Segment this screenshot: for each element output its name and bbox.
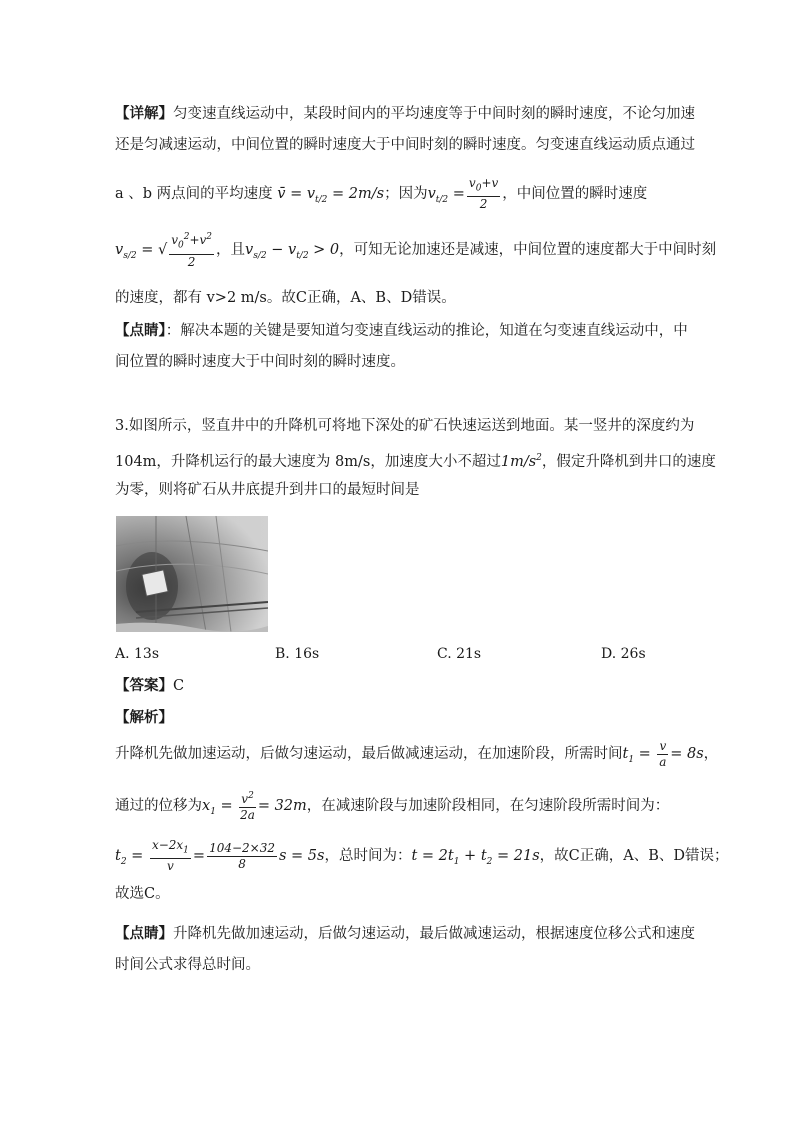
analysis-line-1: 升降机先做加速运动，后做匀速运动，最后做减速运动，在加速阶段，所需时间$t_1$ = $\frac{v}{a}$ = 8s， bbox=[115, 738, 719, 769]
mine-shaft-image bbox=[116, 516, 268, 632]
tip2-tag: 【点睛】 bbox=[115, 925, 173, 942]
option-a: A. 13s bbox=[115, 646, 160, 662]
option-c: C. 21s bbox=[437, 646, 482, 662]
detail-line-2: 还是匀减速运动，中间位置的瞬时速度大于中间时刻的瞬时速度。匀变速直线运动质点通过 bbox=[115, 137, 695, 153]
formula-total-time: $t = 2t_1 + t_2 = 21s$ bbox=[411, 848, 540, 867]
detail-line-3: a 、b 两点间的平均速度 v̄ = $v_{t/2} = 2m/s$；因为$v_{t/2}$ = $\frac{v_0+v}{2}$ ，中间位置的瞬时速度 bbox=[115, 176, 648, 212]
analysis-tag-line bbox=[115, 708, 685, 728]
detail-line-4: $v_{s/2}$ = √ $\frac{v_0^2+v^2}{2}$ ，且$v_{s/2} - v_{t/2} > 0$，可知无论加速还是减速，中间位置的速度都大于中间时刻 bbox=[115, 232, 717, 269]
mine-shaft-photo bbox=[116, 516, 268, 632]
question-line-2: 104m，升降机运行的最大速度为 8m/s，加速度大小不超过$1m/s^2$，假定升降机到井口的速度 bbox=[115, 453, 716, 470]
question-line-1: 3.如图所示，竖直井中的升降机可将地下深处的矿石快速运送到地面。某一竖井的深度约为 bbox=[115, 418, 695, 434]
analysis-line-2: 通过的位移为$x_1$ = $\frac{v^2}{2a}$ = 32m，在减速阶段与加速阶段相同，在匀速阶段所需时间为： bbox=[115, 791, 670, 822]
detail-tag: 【详解】 bbox=[115, 105, 173, 122]
formula-acceleration-limit: $1m/s^2$ bbox=[500, 453, 542, 470]
tip2-line-2: 时间公式求得总时间。 bbox=[115, 957, 260, 973]
answer-value: C bbox=[173, 678, 185, 694]
option-d: D. 26s bbox=[601, 646, 646, 662]
analysis-tag: 【解析】 bbox=[115, 709, 173, 726]
detail-line-5: 的速度，都有 v>2 m/s。故C正确，A、B、D错误。 bbox=[115, 290, 456, 306]
detail-line-1: 【详解】匀变速直线运动中，某段时间内的平均速度等于中间时刻的瞬时速度，不论匀加速 bbox=[115, 105, 695, 122]
answer-tag: 【答案】 bbox=[115, 677, 173, 694]
formula-x1: $x_1$ = bbox=[202, 798, 238, 817]
tip1-tag: 【点睛】 bbox=[115, 322, 166, 339]
question-line-3: 为零，则将矿石从井底提升到井口的最短时间是 bbox=[115, 482, 420, 498]
tip1-line-2: 间位置的瞬时速度大于中间时刻的瞬时速度。 bbox=[115, 354, 405, 370]
formula-t1: $t_1$ = bbox=[622, 746, 656, 765]
tip2-line-1: 【点睛】升降机先做加速运动，后做匀速运动，最后做减速运动，根据速度位移公式和速度 bbox=[115, 925, 695, 942]
tip1-line-1: 【点睛】：解决本题的关键是要知道匀变速直线运动的推论，知道在匀变速直线运动中，中 bbox=[115, 322, 688, 339]
answer-line bbox=[115, 676, 685, 696]
analysis-line-3: $t_2$ = $\frac{x-2x_1}{v}$ = $\frac{104-2\times 32}{8}$ s = 5s，总时间为：$t = 2t_1 + t_2 = 21s$，故C正确，A、B、D错误； bbox=[115, 837, 729, 874]
fraction-v0-plus-v-over-2: $\frac{v_0+v}{2}$ bbox=[468, 176, 499, 212]
analysis-line-4: 故选C。 bbox=[115, 886, 170, 902]
formula-mid-position-velocity: $v_{s/2}$ = √ bbox=[115, 242, 168, 261]
formula-velocity-difference: $v_{s/2} - v_{t/2} > 0$ bbox=[245, 242, 340, 261]
formula-average-velocity: v̄ = $v_{t/2} = 2m/s$ bbox=[277, 186, 385, 206]
formula-t2: $t_2$ = bbox=[115, 848, 148, 867]
option-b: B. 16s bbox=[275, 646, 320, 662]
